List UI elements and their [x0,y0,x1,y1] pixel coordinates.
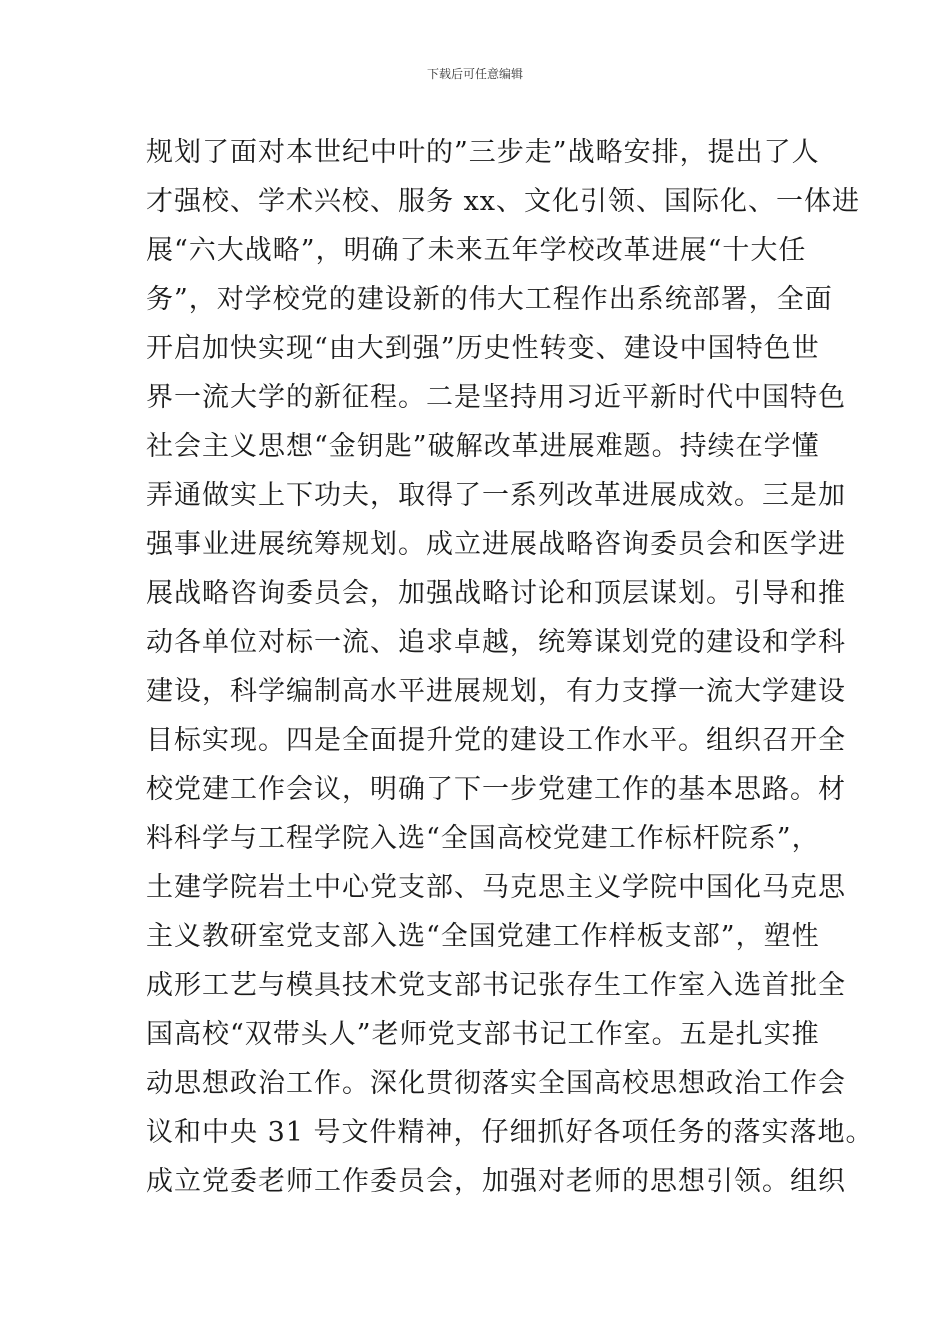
text-line: 展“六大战略”，明确了未来五年学校改革进展“十大任 [146,235,807,266]
text-line: 强事业进展统筹规划。成立进展战略咨询委员会和医学进 [146,529,846,560]
text-line: 展战略咨询委员会，加强战略讨论和顶层谋划。引导和推 [146,578,846,609]
text-line: 主义教研室党支部入选“全国党建工作样板支部”，塑性 [146,921,820,952]
text-line: 动各单位对标一流、追求卓越，统筹谋划党的建设和学科 [146,627,846,658]
text-line: 动思想政治工作。深化贯彻落实全国高校思想政治工作会 [146,1068,846,1099]
text-line: 规划了面对本世纪中叶的”三步走”战略安排，提出了人 [146,137,820,168]
text-line: 建设，科学编制高水平进展规划，有力支撑一流大学建设 [146,676,846,707]
text-line: 国高校“双带头人”老师党支部书记工作室。五是扎实推 [146,1019,820,1050]
body-text [146,128,874,1206]
text-line: 料科学与工程学院入选“全国高校党建工作标杆院系”， [146,823,820,854]
text-line: 成形工艺与模具技术党支部书记张存生工作室入选首批全 [146,970,846,1001]
text-line: 议和中央 31 号文件精神，仔细抓好各项任务的落实落地。 [146,1117,874,1148]
text-line: 目标实现。四是全面提升党的建设工作水平。组织召开全 [146,725,846,756]
text-line: 土建学院岩土中心党支部、马克思主义学院中国化马克思 [146,872,846,903]
text-line: 校党建工作会议，明确了下一步党建工作的基本思路。材 [146,774,846,805]
text-line: 界一流大学的新征程。二是坚持用习近平新时代中国特色 [146,382,846,413]
text-line: 成立党委老师工作委员会，加强对老师的思想引领。组织 [146,1166,846,1197]
text-line: 社会主义思想“金钥匙”破解改革进展难题。持续在学懂 [146,431,820,462]
text-line: 弄通做实上下功夫，取得了一系列改革进展成效。三是加 [146,480,846,511]
text-line: 务”，对学校党的建设新的伟大工程作出系统部署，全面 [146,284,833,315]
page-header: 下载后可任意编辑 [426,67,523,81]
text-line: 才强校、学术兴校、服务 xx、文化引领、国际化、一体进 [146,186,861,217]
text-line: 开启加快实现“由大到强”历史性转变、建设中国特色世 [146,333,820,364]
